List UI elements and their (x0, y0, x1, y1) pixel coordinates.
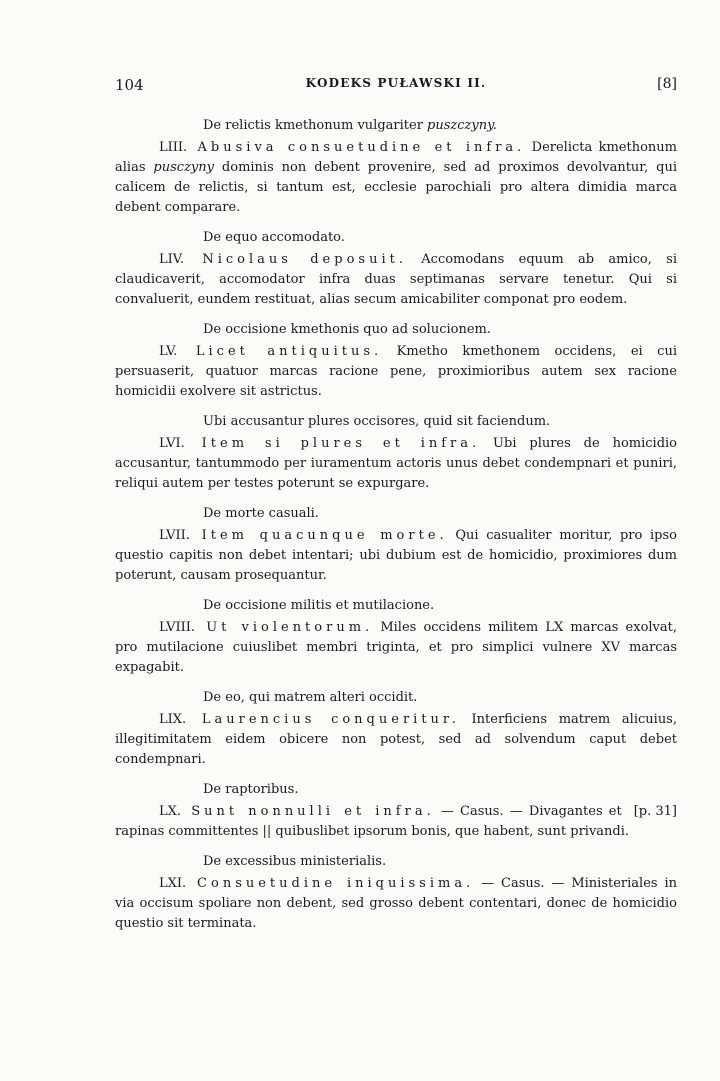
section-number: LIX. (159, 712, 187, 727)
section-number: LIII. (159, 140, 188, 155)
section-paragraph: LIV. Nicolaus deposuit. Accomodans equum ab amico, si claudicaverit, accomodator infra duas septimanas servare tenetur. Qui si convaluerit, eundem restituat, alias secum amicabiliter componat pro eodem. (115, 252, 677, 307)
incipit: Ut violentorum. (206, 620, 374, 635)
incipit: Item quacunque morte. (201, 528, 448, 543)
section-number: LVII. (159, 528, 190, 543)
running-header (115, 72, 677, 96)
section-mark: [8] (657, 76, 677, 92)
section-number: LXI. (159, 876, 187, 891)
section-paragraph: LV. Licet antiquitus. Kmetho kmethonem occidens, ei cui persuaserit, quatuor marcas racione pene, proximioribus autem sex racione homicidii exolvere sit astrictus. (115, 344, 677, 399)
page-number: 104 (115, 76, 144, 94)
section-paragraph: LIII. Abusiva consuetudine et infra. Derelicta kmethonum alias pusczyny dominis non debent provenire, sed ad proximos devolvantur, qui calicem de relictis, si tantum est, ecclesie parochiali pro altera dimidia marca debent comparare. (115, 140, 677, 215)
section-number: LVIII. (159, 620, 196, 635)
section-heading: De equo accomodato. (203, 230, 345, 245)
section-heading: De morte casuali. (203, 506, 319, 521)
section-paragraph: LVI. Item si plures et infra. Ubi plures de homicidio accusantur, tantummodo per iuramentum actoris unus debet condempnari et puniri, reliqui autem per testes poterunt se expurgare. (115, 436, 678, 491)
incipit: Item si plures et infra. (201, 436, 481, 451)
section-number: LVI. (159, 436, 185, 451)
section-number: LV. (159, 344, 178, 359)
page (115, 72, 677, 944)
running-title: KODEKS PUŁAWSKI II. (305, 76, 487, 90)
section-heading: De raptoribus. (203, 782, 299, 797)
section-heading: De eo, qui matrem alteri occidit. (203, 690, 418, 705)
section-heading: De excessibus ministerialis. (203, 854, 387, 869)
section-paragraph: LVIII. Ut violentorum. Miles occidens militem LX marcas exolvat, pro mutilacione cuiuslibet membri triginta, et pro simplici vulnere XV marcas expagabit. (115, 620, 678, 675)
section-heading: De occisione kmethonis quo ad solucionem. (203, 322, 491, 337)
section-paragraph: LVII. Item quacunque morte. Qui casualiter moritur, pro ipso questio capitis non debet intentari; ubi dubium est de homicidio, proximiores dum poterunt, causam prosequantur. (115, 528, 677, 583)
section-paragraph: LIX. Laurencius conqueritur. Interficiens matrem alicuius, illegitimitatem eidem obicere non potest, sed ad solvendum caput debet condempnari. (115, 712, 677, 767)
section-number: LIV. (159, 252, 185, 267)
incipit: Abusiva consuetudine et infra. (197, 140, 526, 155)
section-paragraph: LXI. Consuetudine iniquissima. — Casus. — Ministeriales in via occisum spoliare non debent, sed grosso debent contentari, donec de homicidio questio sit terminata. (115, 876, 677, 931)
section-number: LX. (159, 804, 182, 819)
page-reference: [p. 31] (633, 804, 677, 819)
document-body (115, 116, 677, 934)
incipit: Licet antiquitus. (195, 344, 383, 359)
section-heading: De relictis kmethonum vulgariter puszczyny. (203, 118, 497, 133)
section-heading: De occisione militis et mutilacione. (203, 598, 435, 613)
incipit: Consuetudine iniquissima. (197, 876, 475, 891)
section-paragraph: [p. 31] LX. Sunt nonnulli et infra. — Casus. — Divagantes et rapinas committentes || quibuslibet ipsorum bonis, que habent, sunt privandi. (115, 804, 677, 839)
incipit: Nicolaus deposuit. (202, 252, 407, 267)
section-heading: Ubi accusantur plures occisores, quid sit faciendum. (203, 414, 551, 429)
incipit: Laurencius conqueritur. (201, 712, 460, 727)
incipit: Sunt nonnulli et infra. (191, 804, 435, 819)
